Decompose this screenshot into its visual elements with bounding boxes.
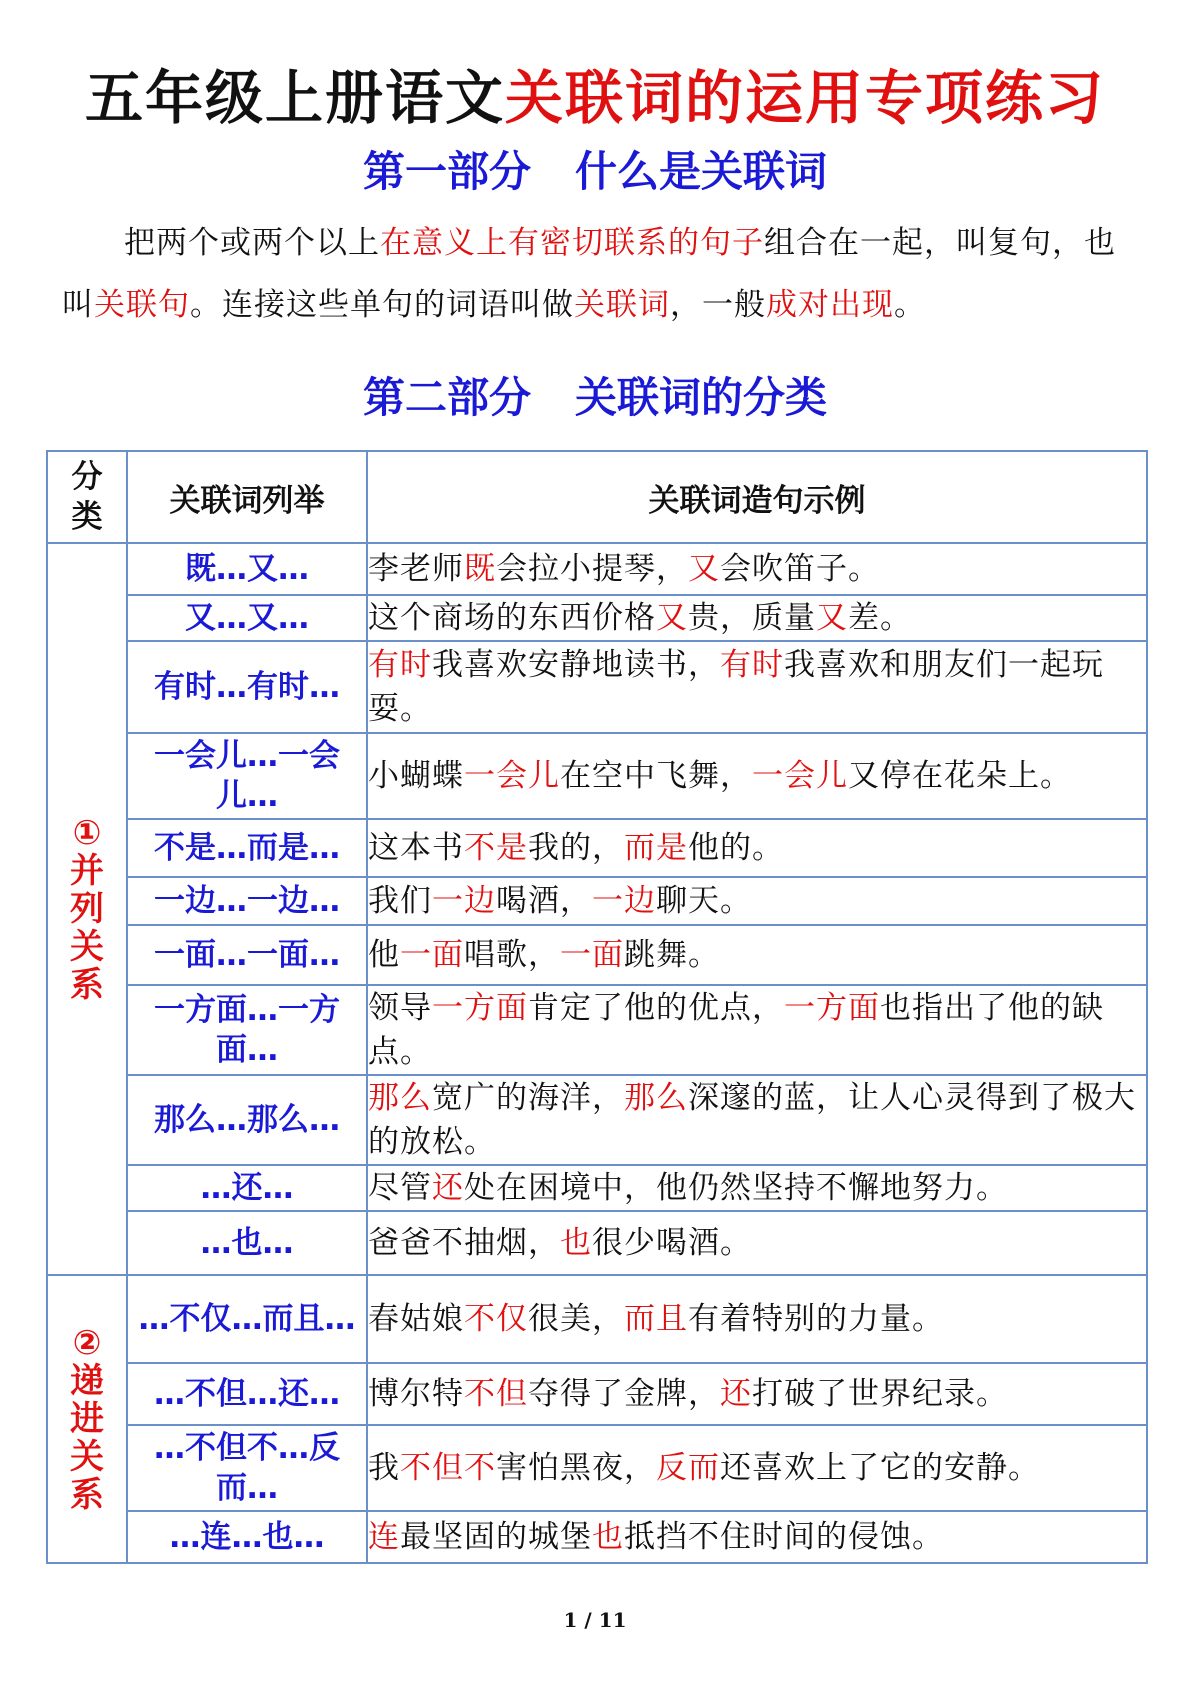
table-row	[47, 925, 1147, 985]
example-sentence	[367, 595, 1147, 641]
sentence-text: 很美，	[528, 1301, 624, 1337]
table-row	[47, 819, 1147, 877]
keyword: 还	[432, 1170, 464, 1206]
sentence-text: 差。	[848, 600, 912, 636]
example-sentence	[367, 1275, 1147, 1363]
intro-text-5: 。	[894, 287, 926, 323]
sentence-text: 处在困境中，他仍然坚持不懈地努力。	[464, 1170, 1008, 1206]
conjunction-word: 一面…一面…	[127, 925, 367, 985]
intro-highlight-1: 在意义上有密切联系的句子	[380, 225, 764, 261]
intro-text-3: 。连接这些单句的词语叫做	[190, 287, 574, 323]
keyword: 不仅	[464, 1301, 528, 1337]
keyword: 一面	[560, 937, 624, 973]
keyword: 不但不	[400, 1450, 496, 1486]
sentence-text: 唱歌，	[464, 937, 560, 973]
table-row	[47, 733, 1147, 819]
conjunction-table	[46, 450, 1148, 1564]
example-sentence	[367, 1165, 1147, 1211]
keyword: 又	[816, 600, 848, 636]
section1-heading	[0, 144, 1190, 200]
sentence-text: 会吹笛子。	[720, 551, 880, 587]
keyword: 有时	[720, 647, 784, 683]
keyword: 那么	[368, 1080, 432, 1116]
table-row	[47, 877, 1147, 925]
section1-label: 第一部分	[362, 147, 531, 196]
example-sentence	[367, 1511, 1147, 1563]
conjunction-word: 那么…那么…	[127, 1075, 367, 1165]
example-sentence	[367, 877, 1147, 925]
title-part2: 关联词的运用专项练习	[505, 64, 1106, 132]
category-label: ①并列关系	[70, 813, 104, 1005]
sentence-text: 这本书	[368, 830, 464, 866]
header-words: 关联词列举	[127, 451, 367, 543]
keyword: 一边	[432, 883, 496, 919]
conjunction-word: 一方面…一方面…	[127, 985, 367, 1075]
keyword: 也	[560, 1225, 592, 1261]
keyword: 一边	[592, 883, 656, 919]
sentence-text: 爸爸不抽烟，	[368, 1225, 560, 1261]
sentence-text: 他的。	[688, 830, 784, 866]
conjunction-word: 又…又…	[127, 595, 367, 641]
conjunction-word: …不但…还…	[127, 1363, 367, 1425]
intro-text-4: ，一般	[670, 287, 766, 323]
sentence-text: 我们	[368, 883, 432, 919]
sentence-text: 小蝴蝶	[368, 758, 464, 794]
example-sentence	[367, 543, 1147, 595]
conjunction-word: …不仅…而且…	[127, 1275, 367, 1363]
table-row	[47, 1075, 1147, 1165]
example-sentence	[367, 1211, 1147, 1275]
keyword: 又	[656, 600, 688, 636]
keyword: 那么	[624, 1080, 688, 1116]
conjunction-word: 有时…有时…	[127, 641, 367, 733]
example-sentence	[367, 641, 1147, 733]
sentence-text: 宽广的海洋，	[432, 1080, 624, 1116]
sentence-text: 有着特别的力量。	[688, 1301, 944, 1337]
table-row	[47, 1275, 1147, 1363]
conjunction-word: 既…又…	[127, 543, 367, 595]
sentence-text: 打破了世界纪录。	[752, 1376, 1008, 1412]
keyword: 既	[464, 551, 496, 587]
keyword: 有时	[368, 647, 432, 683]
intro-highlight-4: 成对出现	[766, 287, 894, 323]
section2-label: 第二部分	[362, 373, 531, 422]
example-sentence	[367, 1425, 1147, 1511]
section2-heading	[0, 370, 1190, 426]
sentence-text: 博尔特	[368, 1376, 464, 1412]
example-sentence	[367, 1363, 1147, 1425]
sentence-text: 深邃的蓝，让人心灵得到了极大的放松。	[368, 1080, 1136, 1160]
keyword: 又	[688, 551, 720, 587]
table-row	[47, 543, 1147, 595]
keyword: 一会儿	[464, 758, 560, 794]
sentence-text: 最坚固的城堡	[400, 1519, 592, 1555]
example-sentence	[367, 985, 1147, 1075]
sentence-text: 也指出了他的缺点。	[368, 990, 1104, 1070]
table-row	[47, 1425, 1147, 1511]
conjunction-word: …不但不…反而…	[127, 1425, 367, 1511]
page-title	[0, 58, 1190, 138]
sentence-text: 我的，	[528, 830, 624, 866]
sentence-text: 又停在花朵上。	[848, 758, 1072, 794]
section2-title: 关联词的分类	[575, 373, 828, 422]
sentence-text: 跳舞。	[624, 937, 720, 973]
sentence-text: 会拉小提琴，	[496, 551, 688, 587]
sentence-text: 贵，质量	[688, 600, 816, 636]
sentence-text: 他	[368, 937, 400, 973]
keyword: 还	[720, 1376, 752, 1412]
title-part1: 五年级上册语文	[84, 64, 505, 132]
sentence-text: 聊天。	[656, 883, 752, 919]
keyword: 一方面	[784, 990, 880, 1026]
example-sentence	[367, 733, 1147, 819]
table-row	[47, 985, 1147, 1075]
keyword: 不是	[464, 830, 528, 866]
header-category: 分类	[47, 451, 127, 543]
example-sentence	[367, 819, 1147, 877]
sentence-text: 喝酒，	[496, 883, 592, 919]
sentence-text: 害怕黑夜，	[496, 1450, 656, 1486]
conjunction-word: …连…也…	[127, 1511, 367, 1563]
intro-highlight-2: 关联句	[94, 287, 190, 323]
keyword: 而是	[624, 830, 688, 866]
table-row	[47, 1511, 1147, 1563]
keyword: 而且	[624, 1301, 688, 1337]
sentence-text: 这个商场的东西价格	[368, 600, 656, 636]
sentence-text: 李老师	[368, 551, 464, 587]
keyword: 一面	[400, 937, 464, 973]
sentence-text: 抵挡不住时间的侵蚀。	[624, 1519, 944, 1555]
intro-highlight-3: 关联词	[574, 287, 670, 323]
keyword: 反而	[656, 1450, 720, 1486]
table-row	[47, 595, 1147, 641]
table-row	[47, 1363, 1147, 1425]
conjunction-word: 一边…一边…	[127, 877, 367, 925]
table-row	[47, 641, 1147, 733]
keyword: 连	[368, 1519, 400, 1555]
conjunction-word: 不是…而是…	[127, 819, 367, 877]
sentence-text: 领导	[368, 990, 432, 1026]
conjunction-word: …也…	[127, 1211, 367, 1275]
keyword: 一会儿	[752, 758, 848, 794]
section1-title: 什么是关联词	[575, 147, 828, 196]
sentence-text: 还喜欢上了它的安静。	[720, 1450, 1040, 1486]
category-cell	[47, 543, 127, 1275]
sentence-text: 我喜欢安静地读书，	[432, 647, 720, 683]
page-number: 1 / 11	[563, 1608, 627, 1632]
sentence-text: 春姑娘	[368, 1301, 464, 1337]
intro-text-1: 把两个或两个以上	[124, 225, 380, 261]
category-cell	[47, 1275, 127, 1563]
category-label: ②递进关系	[70, 1323, 104, 1515]
table-row	[47, 1211, 1147, 1275]
intro-text-2: 组合在一起，叫复句，也叫	[62, 225, 1116, 323]
sentence-text: 我喜欢和朋友们一起玩耍。	[368, 647, 1104, 727]
table-header-row	[47, 451, 1147, 543]
sentence-text: 在空中飞舞，	[560, 758, 752, 794]
header-examples: 关联词造句示例	[367, 451, 1147, 543]
keyword: 一方面	[432, 990, 528, 1026]
sentence-text: 尽管	[368, 1170, 432, 1206]
example-sentence	[367, 925, 1147, 985]
table-row	[47, 1165, 1147, 1211]
keyword: 也	[592, 1519, 624, 1555]
sentence-text: 肯定了他的优点，	[528, 990, 784, 1026]
example-sentence	[367, 1075, 1147, 1165]
conjunction-word: …还…	[127, 1165, 367, 1211]
sentence-text: 我	[368, 1450, 400, 1486]
keyword: 不但	[464, 1376, 528, 1412]
intro-paragraph	[62, 212, 1132, 336]
conjunction-word: 一会儿…一会儿…	[127, 733, 367, 819]
sentence-text: 很少喝酒。	[592, 1225, 752, 1261]
sentence-text: 夺得了金牌，	[528, 1376, 720, 1412]
